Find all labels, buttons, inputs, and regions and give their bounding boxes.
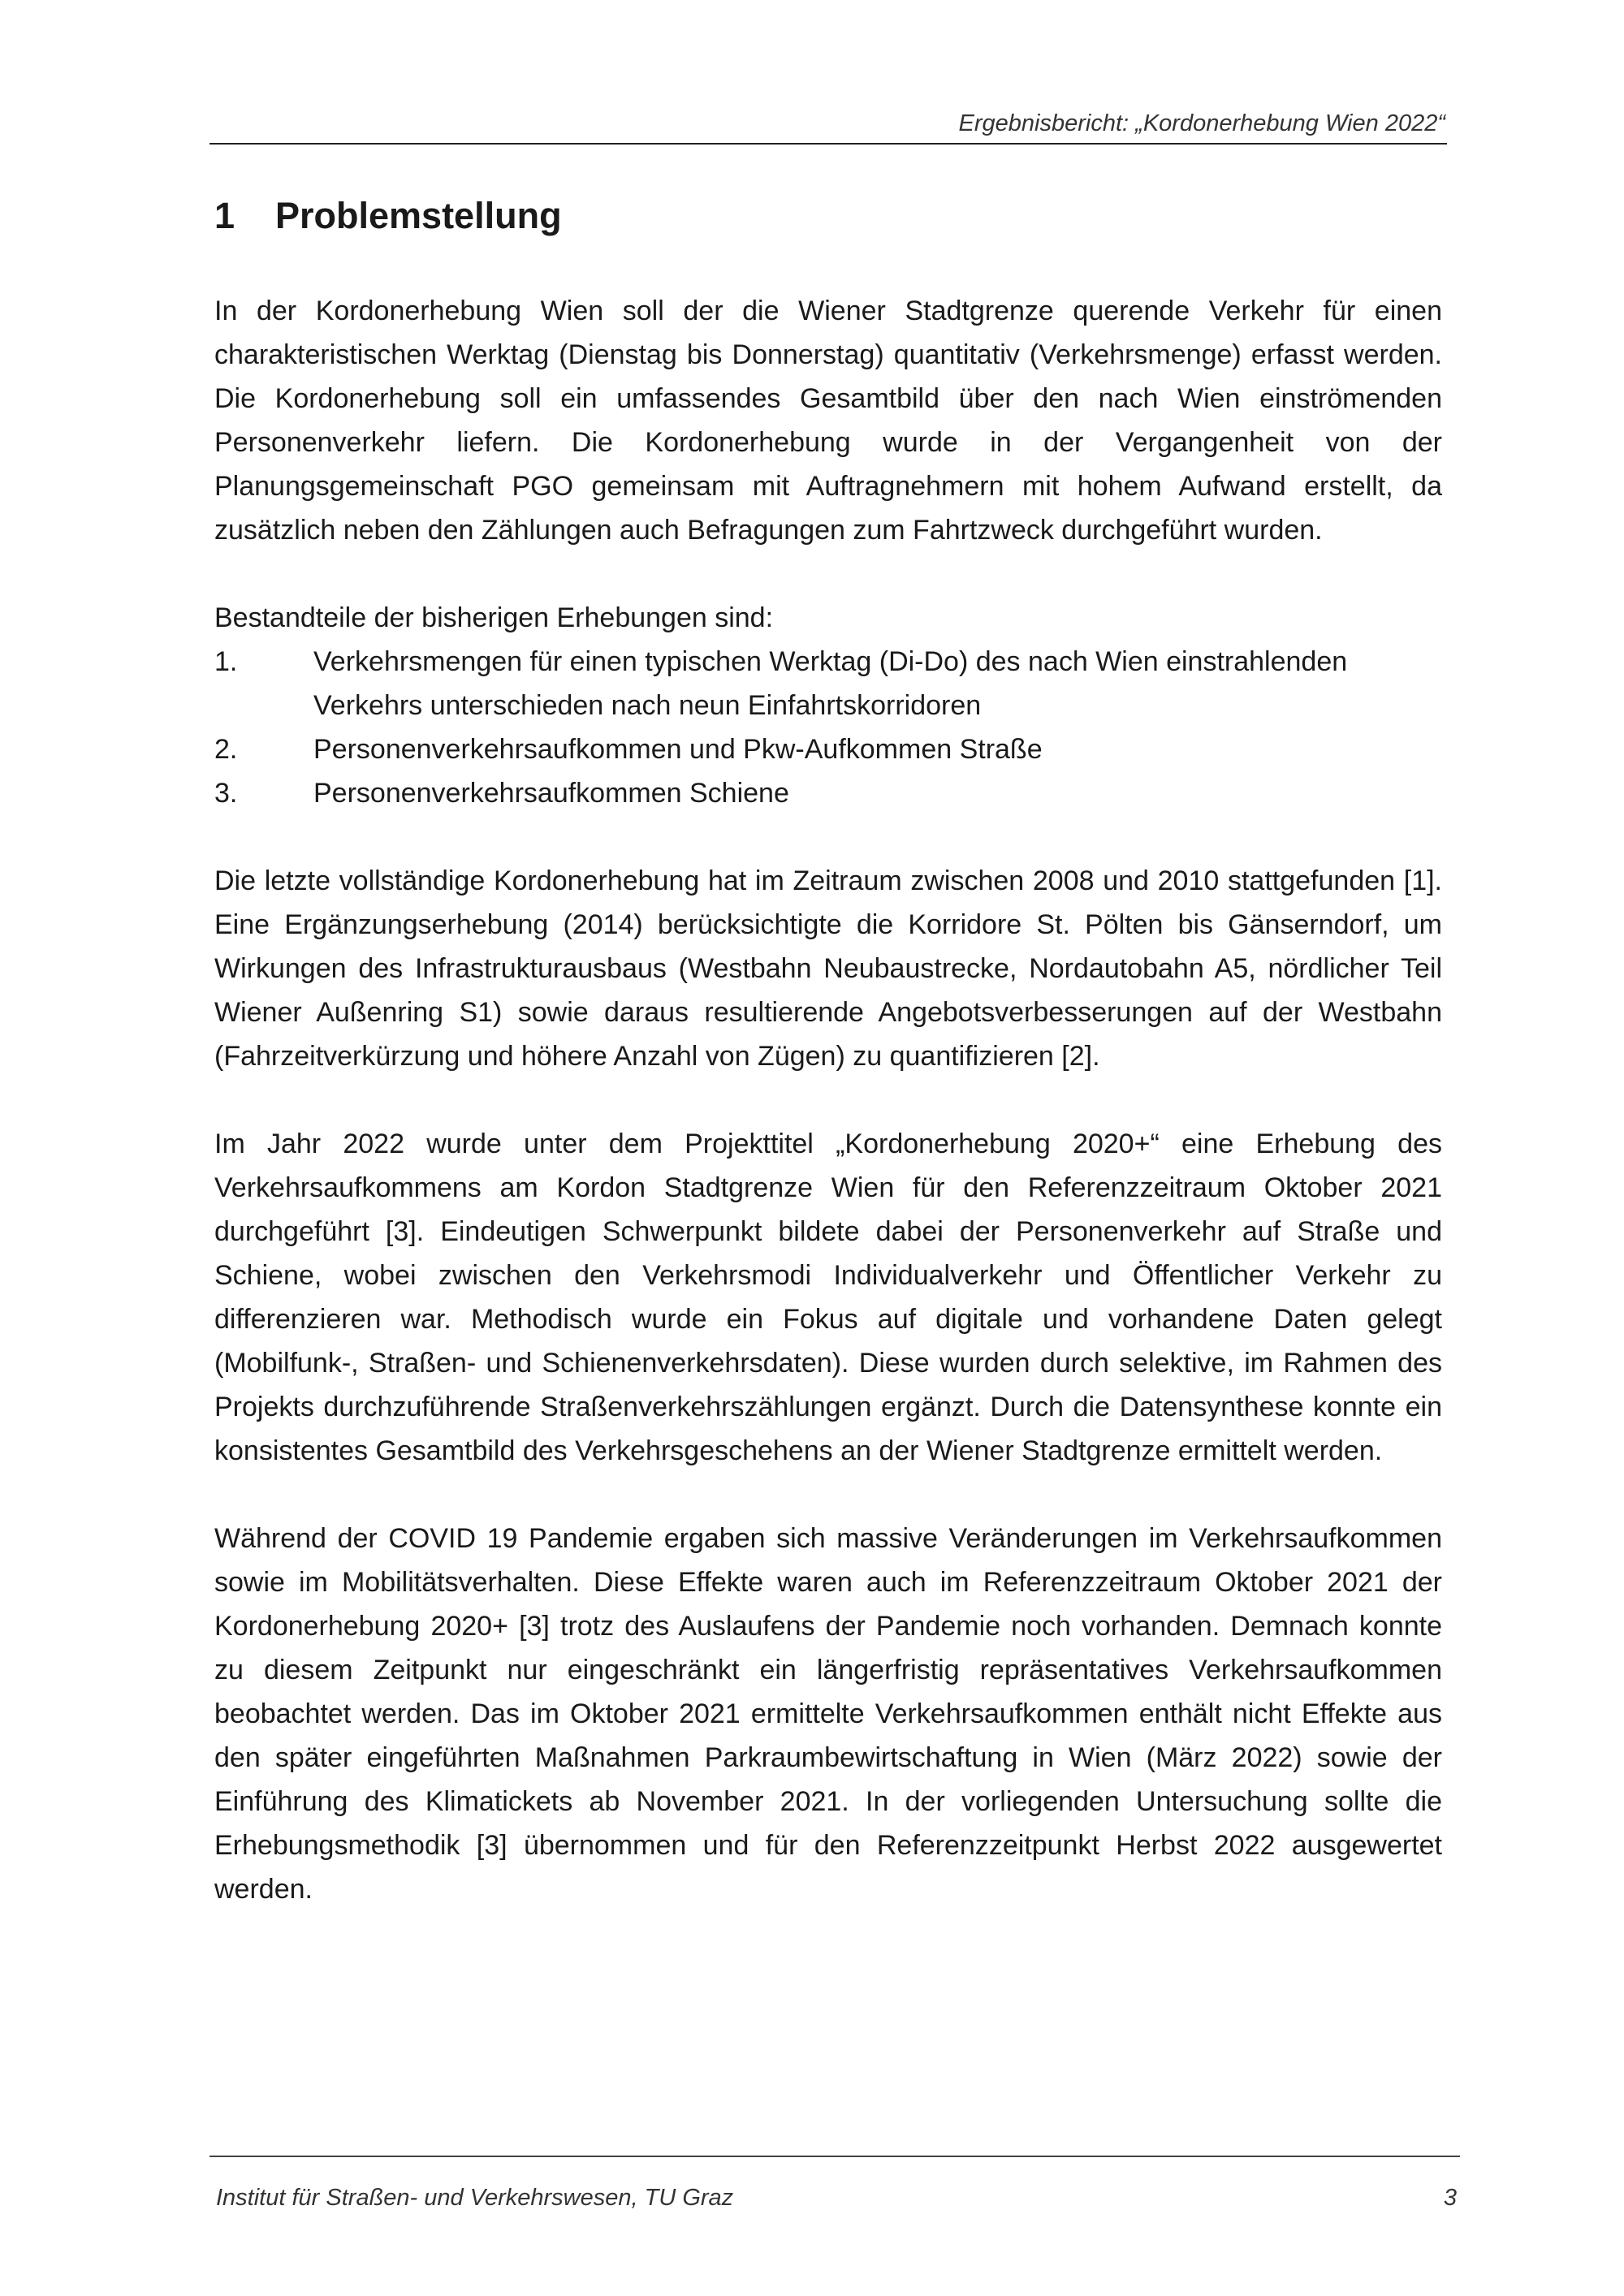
list-intro: Bestandteile der bisherigen Erhebungen sind: — [214, 602, 774, 633]
list-item-text: Personenverkehrsaufkommen und Pkw-Aufkommen Straße — [313, 734, 1043, 765]
paragraph-history: Die letzte vollständige Kordonerhebung hat im Zeitraum zwischen 2008 und 2010 stattgefunden [1]. Eine Ergänzungserhebung (2014) berücksichtigte die Korridore St. Pölten bis Gänserndorf, um Wirkungen des Infrastrukturausbaus (Westbahn Neubaustrecke, Nordautobahn A5, nördlicher Teil Wiener Außenring S1) sowie daraus resultierende Angebotsverbesserungen auf der Westbahn (Fahrzeitverkürzung und höhere Anzahl von Zügen) zu quantifizieren [2]. — [214, 865, 1442, 1072]
paragraph-2022-survey: Im Jahr 2022 wurde unter dem Projekttitel „Kordonerhebung 2020+“ eine Erhebung des Verkehrsaufkommens am Kordon Stadtgrenze Wien für den Referenzzeitraum Oktober 2021 durchgeführt [3]. Eindeutigen Schwerpunkt bildete dabei der Personenverkehr auf Straße und Schiene, wobei zwischen den Verkehrsmodi Individualverkehr und Öffentlicher Verkehr zu differenzieren war. Methodisch wurde ein Fokus auf digitale und vorhandene Daten gelegt (Mobilfunk-, Straßen- und Schienenverkehrsdaten). Diese wurden durch selektive, im Rahmen des Projekts durchzuführende Straßenverkehrszählungen ergänzt. Durch die Datensynthese konnte ein konsistentes Gesamtbild des Verkehrsgeschehens an der Wiener Stadtgrenze ermittelt werden. — [214, 1129, 1442, 1466]
list-item — [214, 640, 1442, 727]
section-title: Problemstellung — [275, 195, 562, 236]
paragraph-intro: In der Kordonerhebung Wien soll der die Wiener Stadtgrenze querende Verkehr für einen charakteristischen Werktag (Dienstag bis Donnerstag) quantitativ (Verkehrsmenge) erfasst werden. Die Kordonerhebung soll ein umfassendes Gesamtbild über den nach Wien einströmenden Personenverkehr liefern. Die Kordonerhebung wurde in der Vergangenheit von der Planungsgemeinschaft PGO gemeinsam mit Auftragnehmern mit hohem Aufwand erstellt, da zusätzlich neben den Zählungen auch Befragungen zum Fahrtzweck durchgeführt wurden. — [214, 296, 1442, 546]
list-item-number: 3. — [214, 778, 238, 809]
components-list — [214, 640, 1442, 815]
list-item-number: 1. — [214, 646, 238, 677]
list-item — [214, 771, 1442, 815]
paragraph-covid: Während der COVID 19 Pandemie ergaben sich massive Veränderungen im Verkehrsaufkommen sowie im Mobilitätsverhalten. Diese Effekte waren auch im Referenzzeitraum Oktober 2021 der Kordonerhebung 2020+ [3] trotz des Auslaufens der Pandemie noch vorhanden. Demnach konnte zu diesem Zeitpunkt nur eingeschränkt ein längerfristig repräsentatives Verkehrsaufkommen beobachtet werden. Das im Oktober 2021 ermittelte Verkehrsaufkommen enthält nicht Effekte aus den später eingeführten Maßnahmen Parkraumbewirtschaftung in Wien (März 2022) sowie der Einführung des Klimatickets ab November 2021. In der vorliegenden Untersuchung sollte die Erhebungsmethodik [3] übernommen und für den Referenzzeitpunkt Herbst 2022 ausgewertet werden. — [214, 1523, 1442, 1905]
section-number: 1 — [214, 195, 235, 236]
list-item — [214, 727, 1442, 771]
header-title: Ergebnisbericht: „Kordonerhebung Wien 2022“ — [958, 110, 1445, 136]
list-item-number: 2. — [214, 734, 238, 765]
section-heading — [214, 195, 562, 237]
page-header — [209, 107, 1447, 145]
page-number: 3 — [1443, 2185, 1457, 2211]
page-footer — [209, 2156, 1460, 2211]
document-body — [214, 289, 1442, 1955]
list-item-text: Verkehrsmengen für einen typischen Werktag (Di-Do) des nach Wien einstrahlenden Verkehrs unterschieden nach neun Einfahrtskorridoren — [313, 646, 1348, 721]
footer-institute: Institut für Straßen- und Verkehrswesen, TU Graz — [216, 2185, 734, 2211]
list-item-text: Personenverkehrsaufkommen Schiene — [313, 778, 789, 809]
